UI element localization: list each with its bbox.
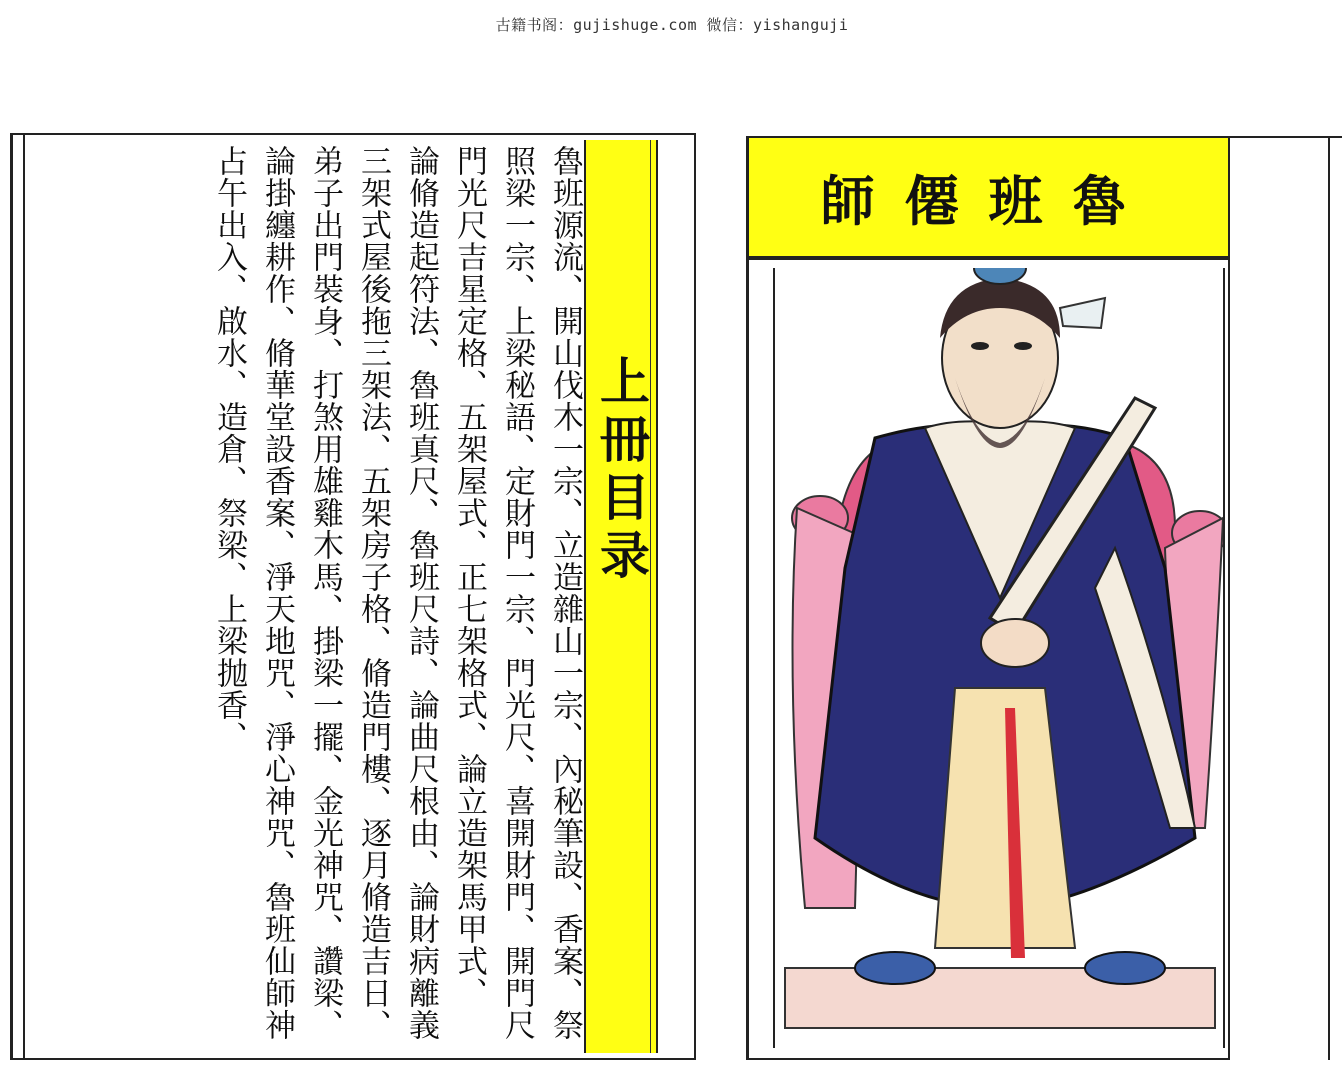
portrait-page — [746, 138, 1230, 1060]
contents-column: 魯班源流、開山伐木一宗、立造雜山一宗、內秘筆設、香案、祭 — [547, 145, 583, 1041]
foot-right — [1085, 952, 1165, 984]
portrait-illustration — [775, 268, 1223, 1048]
contents-list — [153, 145, 589, 1050]
contents-column: 三架式屋後拖三架法、五架房子格、脩造門樓、逐月脩造吉日、 — [355, 145, 391, 1041]
contents-column: 照梁一宗、上梁秘語、定財門一宗、門光尺、喜開財門、開門尺 — [499, 145, 535, 1041]
eye-right — [1014, 342, 1032, 350]
portrait-banner — [749, 138, 1228, 260]
hand — [981, 619, 1049, 667]
gutter-rule — [694, 133, 696, 1060]
contents-column: 弟子出門裝身、打煞用雄雞木馬、掛梁一擺、金光神咒、讚梁、 — [307, 145, 343, 1041]
strip-rule — [650, 140, 651, 1053]
contents-column: 占午出入、啟水、造倉、祭梁、上梁抛香、 — [211, 145, 247, 753]
outer-page-rule — [1328, 138, 1330, 1060]
contents-column: 門光尺吉星定格、五架屋式、正七架格式、論立造架馬甲式、 — [451, 145, 487, 1009]
eye-left — [971, 342, 989, 350]
contents-column: 論掛纏耕作、脩華堂設香案、淨天地咒、淨心神咒、魯班仙師神 — [259, 145, 295, 1041]
page-border-rule — [23, 135, 25, 1058]
headband-ribbon — [1060, 298, 1105, 328]
contents-column: 論脩造起符法、魯班真尺、魯班尺詩、論曲尺根由、論財病離義 — [403, 145, 439, 1041]
portrait-frame — [773, 268, 1225, 1048]
foot-left — [855, 952, 935, 984]
portrait-title: 魯班僊師 — [820, 168, 1157, 233]
watermark-text: 古籍书阁：gujishuge.com 微信：yishanguji — [495, 16, 849, 34]
volume-title: 上冊目录 — [592, 355, 651, 587]
volume-title-strip — [584, 140, 658, 1053]
